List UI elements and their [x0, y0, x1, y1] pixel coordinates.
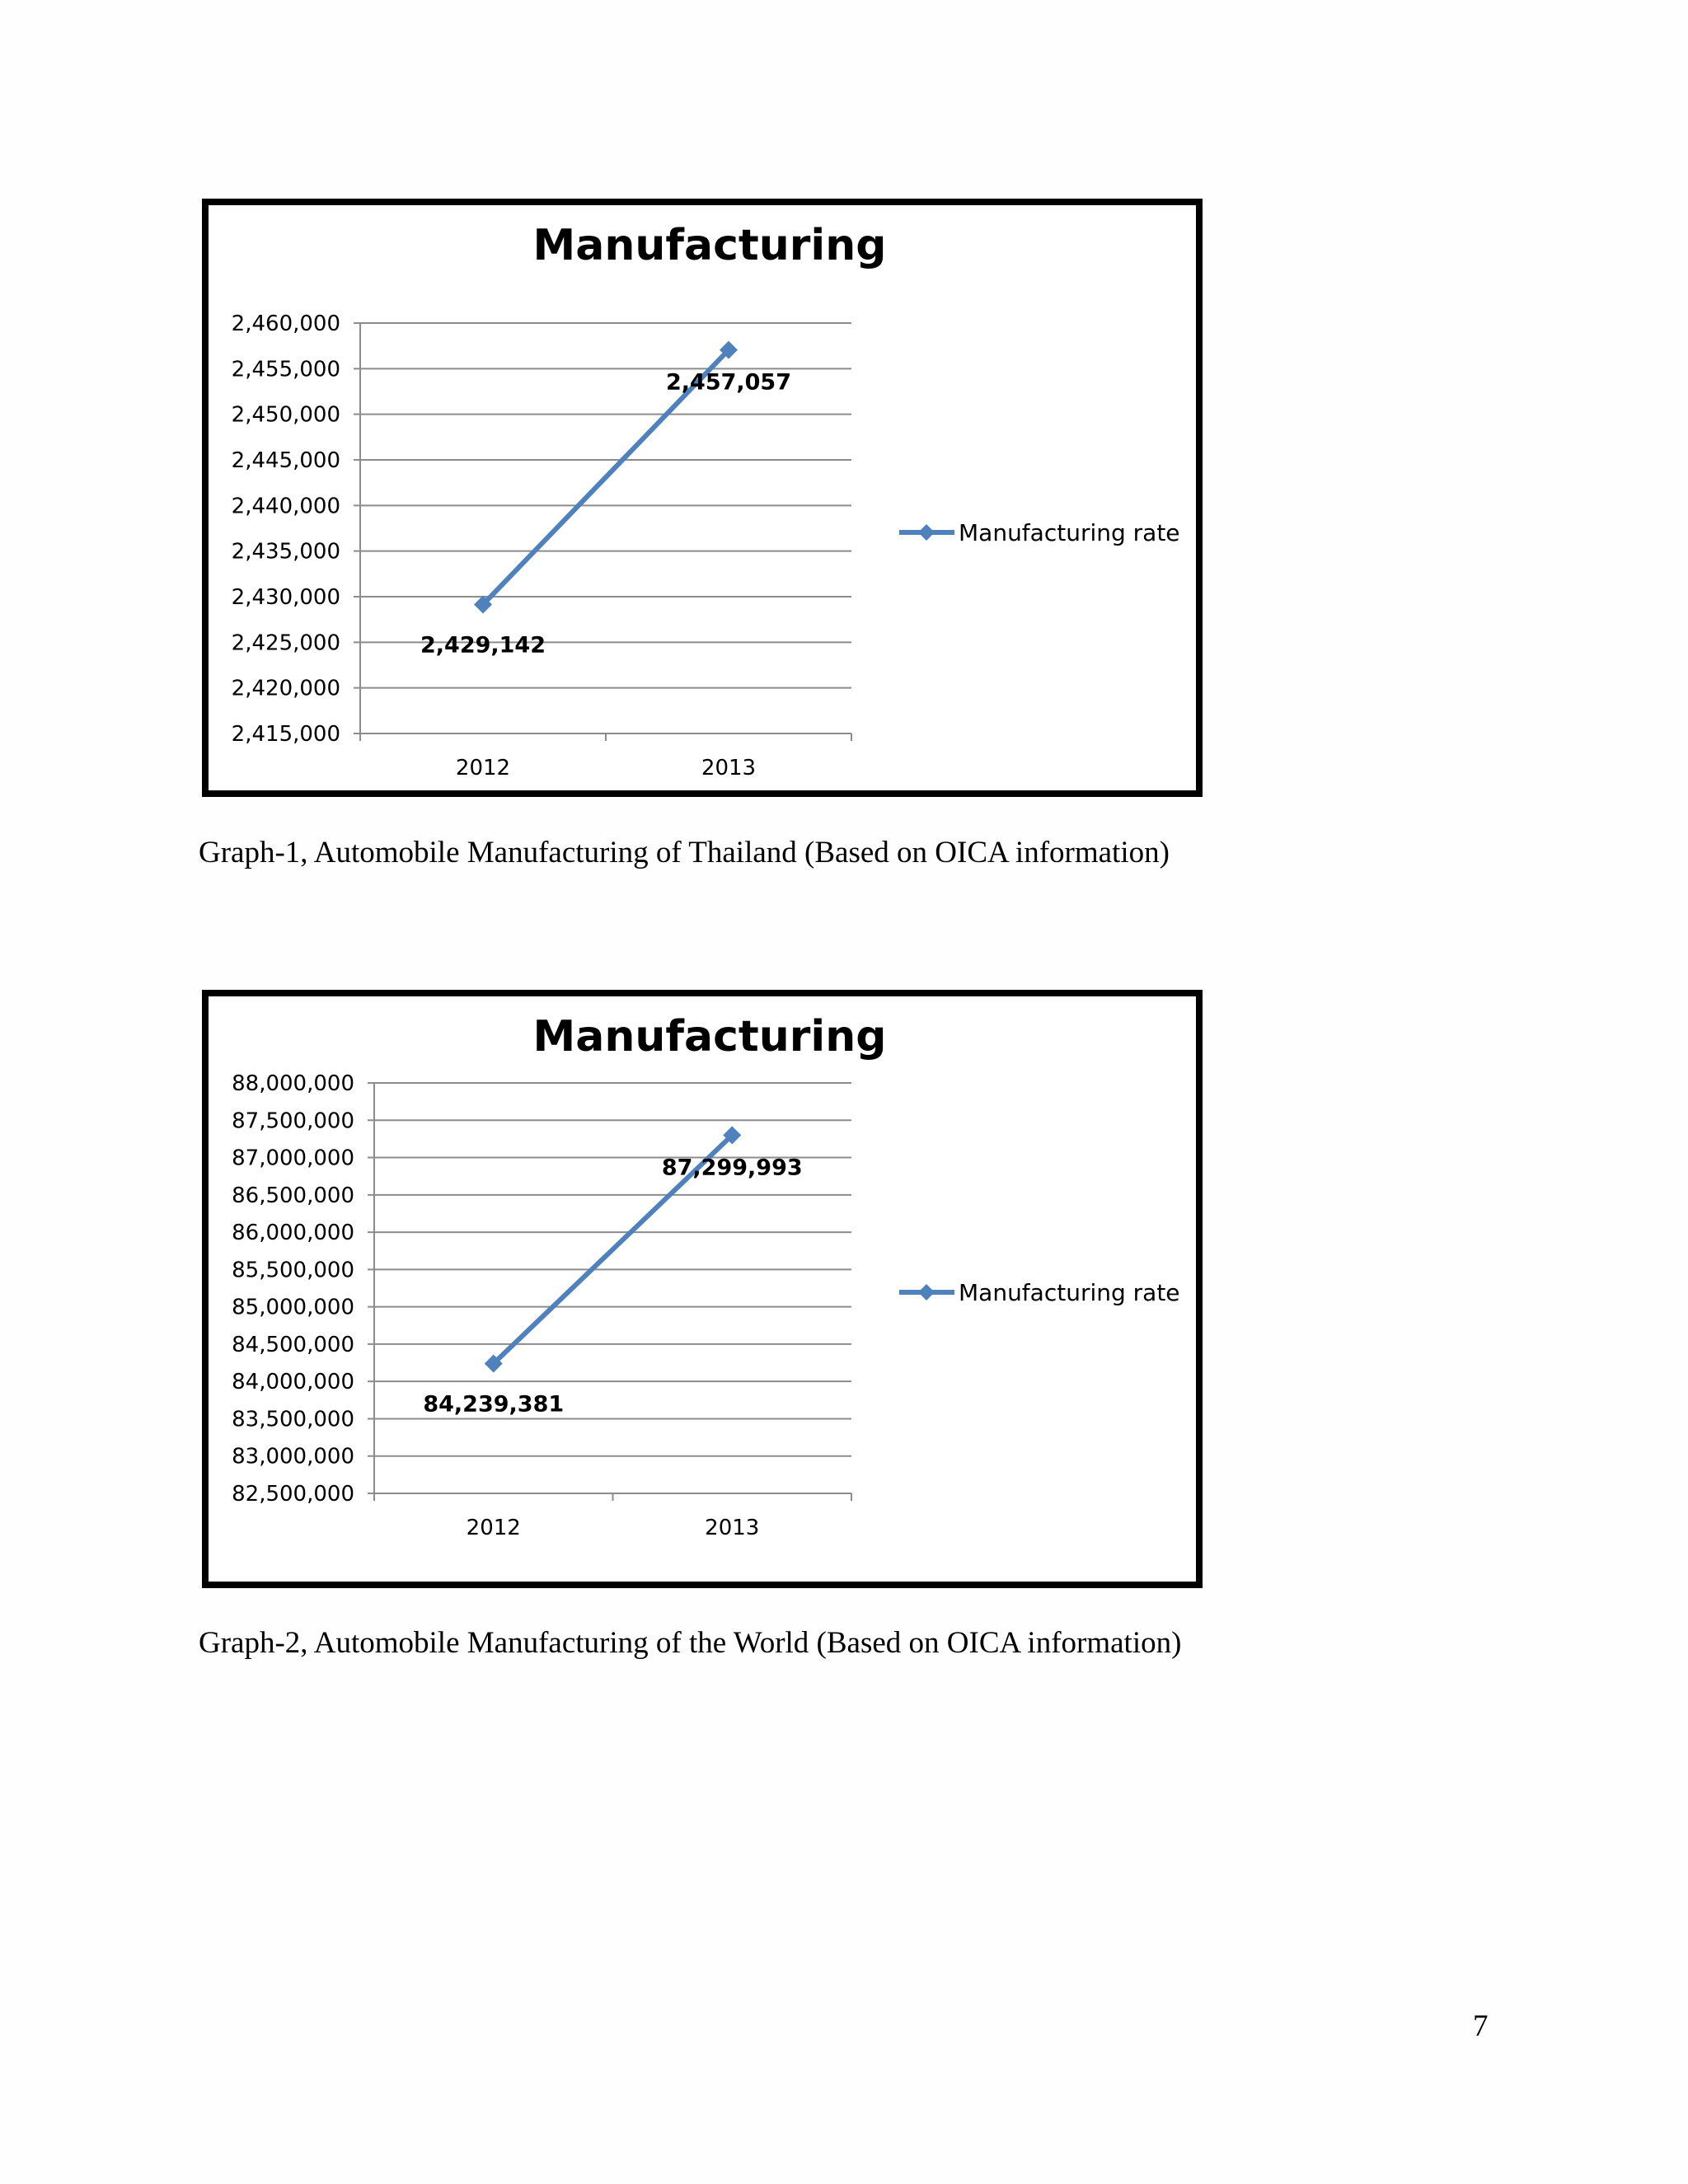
- y-tick-label: 2,420,000: [231, 676, 340, 701]
- y-tick-label: 2,460,000: [231, 312, 340, 336]
- chart-thailand-svg: [209, 205, 1196, 790]
- y-tick-label: 2,455,000: [231, 357, 340, 382]
- y-tick-label: 85,500,000: [232, 1258, 354, 1283]
- y-tick-label: 2,440,000: [231, 494, 340, 519]
- y-tick-label: 85,000,000: [232, 1295, 354, 1320]
- chart-thailand: [202, 199, 1203, 797]
- legend-swatch-marker: [918, 1284, 935, 1301]
- legend-label: Manufacturing rate: [959, 519, 1180, 546]
- y-tick-label: 2,445,000: [231, 448, 340, 473]
- y-tick-label: 2,425,000: [231, 630, 340, 656]
- x-tick-label: 2012: [466, 1516, 521, 1540]
- chart-title: Manufacturing: [532, 221, 887, 270]
- x-tick-label: 2012: [455, 756, 511, 780]
- data-label: 2,457,057: [665, 369, 792, 396]
- chart-title: Manufacturing: [532, 1012, 887, 1062]
- data-label: 84,239,381: [423, 1391, 565, 1418]
- y-tick-label: 2,450,000: [231, 402, 340, 428]
- y-tick-label: 84,500,000: [232, 1332, 354, 1357]
- y-tick-label: 88,000,000: [232, 1071, 354, 1096]
- y-tick-label: 2,415,000: [231, 722, 340, 747]
- y-tick-label: 82,500,000: [232, 1482, 354, 1507]
- legend-label: Manufacturing rate: [959, 1279, 1180, 1306]
- chart-world: [202, 990, 1203, 1588]
- y-tick-label: 2,430,000: [231, 585, 340, 610]
- y-tick-label: 86,500,000: [232, 1183, 354, 1208]
- data-label: 2,429,142: [420, 632, 546, 658]
- data-label: 87,299,993: [661, 1155, 803, 1181]
- y-tick-label: 86,000,000: [232, 1221, 354, 1246]
- page-number: 7: [1473, 2009, 1489, 2043]
- caption-graph-1: Graph-1, Automobile Manufacturing of Thailand (Based on OICA information): [199, 836, 1170, 869]
- y-tick-label: 87,500,000: [232, 1108, 354, 1134]
- legend-swatch-marker: [918, 524, 935, 541]
- y-tick-label: 2,435,000: [231, 539, 340, 565]
- y-tick-label: 83,000,000: [232, 1444, 354, 1469]
- caption-graph-2: Graph-2, Automobile Manufacturing of the World (Based on OICA information): [199, 1626, 1182, 1660]
- y-tick-label: 84,000,000: [232, 1370, 354, 1395]
- x-tick-label: 2013: [701, 756, 757, 780]
- y-tick-label: 83,500,000: [232, 1407, 354, 1432]
- x-tick-label: 2013: [705, 1516, 760, 1540]
- chart-world-svg: [209, 996, 1196, 1582]
- y-tick-label: 87,000,000: [232, 1146, 354, 1171]
